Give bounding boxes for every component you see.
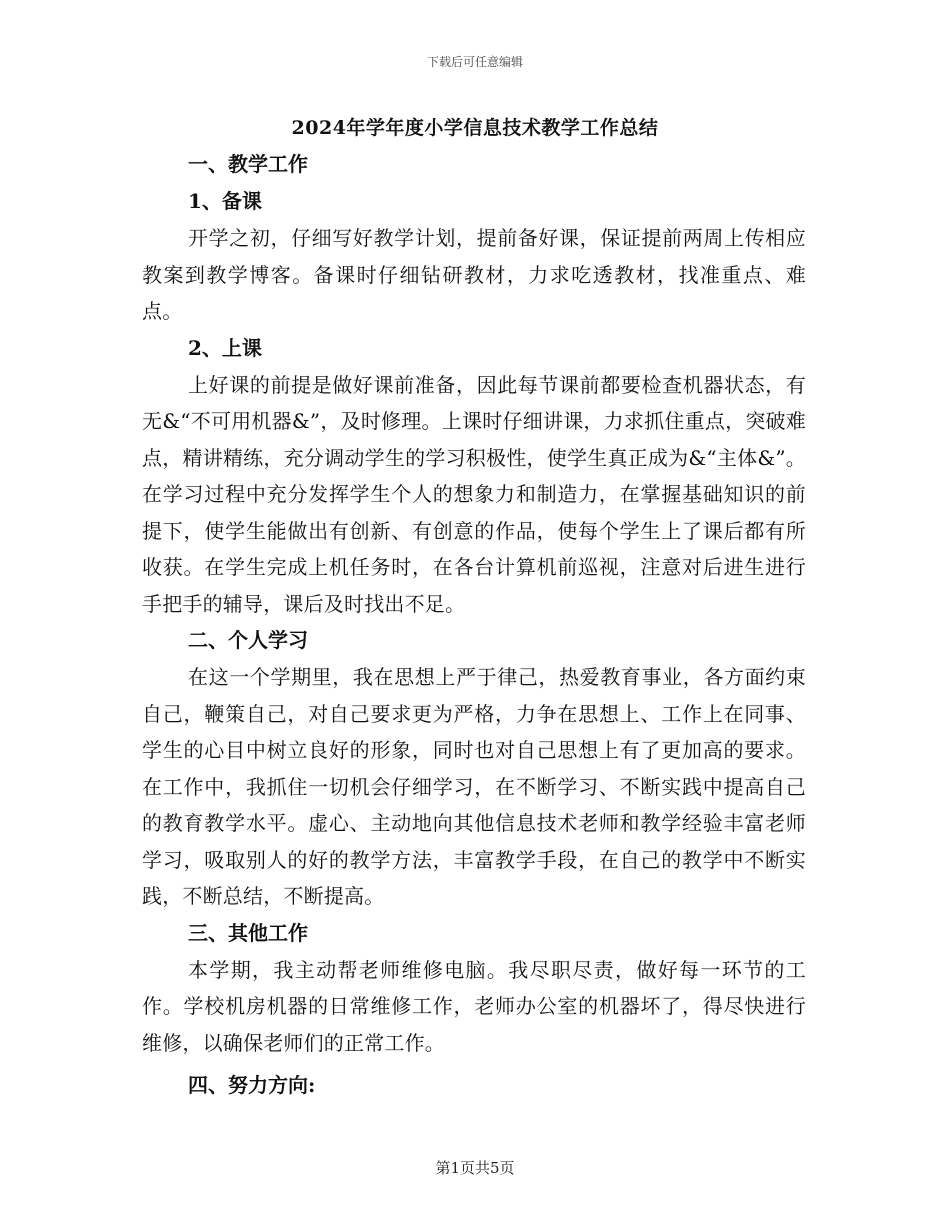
subheading-lesson-prep: 1、备课 [188,189,262,213]
section-heading-direction: 四、努力方向: [188,1073,316,1097]
header-note: 下载后可任意编辑 [426,55,523,69]
paragraph-personal-study: 在这一个学期里，我在思想上严于律己，热爱教育事业，各方面约束自己，鞭策自己，对自己要求更为严格，力争在思想上、工作上在同事、学生的心目中树立良好的形象，同时也对自己思想上有了更加高的要求。在工作中，我抓住一切机会仔细学习，在不断学习、不断实践中提高自己的教育教学水平。虚心、主动地向其他信息技术老师和教学经验丰富老师学习，吸取别人的好的教学方法，丰富教学手段，在自己的教学中不断实践，不断总结，不断提高。 [142,665,806,908]
page-footer: 第1页共5页 [435,1159,515,1177]
document-body [142,146,806,1104]
subheading-class: 2、上课 [188,335,262,360]
section-heading-other-work: 三、其他工作 [188,920,308,945]
paragraph-other-work: 本学期，我主动帮老师维修电脑。我尽职尽责，做好每一环节的工作。学校机房机器的日常维修工作，老师办公室的机器坏了，得尽快进行维修，以确保老师们的正常工作。 [142,957,806,1055]
section-heading-teaching: 一、教学工作 [188,152,308,176]
section-heading-personal-study: 二、个人学习 [188,628,308,652]
paragraph-lesson-prep: 开学之初，仔细写好教学计划，提前备好课，保证提前两周上传相应教案到教学博客。备课时仔细钻研教材，力求吃透教材，找准重点、难点。 [142,226,806,323]
document-title: 2024年学年度小学信息技术教学工作总结 [291,117,659,139]
paragraph-class: 上好课的前提是做好课前准备，因此每节课前都要检查机器状态，有无&“不可用机器&”，及时修理。上课时仔细讲课，力求抓住重点，突破难点，精讲精练，充分调动学生的学习积极性，使学生真正成为&“主体&”。在学习过程中充分发挥学生个人的想象力和制造力，在掌握基础知识的前提下，使学生能做出有创新、有创意的作品，使每个学生上了课后都有所收获。在学生完成上机任务时，在各台计算机前巡视，注意对后进生进行手把手的辅导，课后及时找出不足。 [142,372,806,616]
